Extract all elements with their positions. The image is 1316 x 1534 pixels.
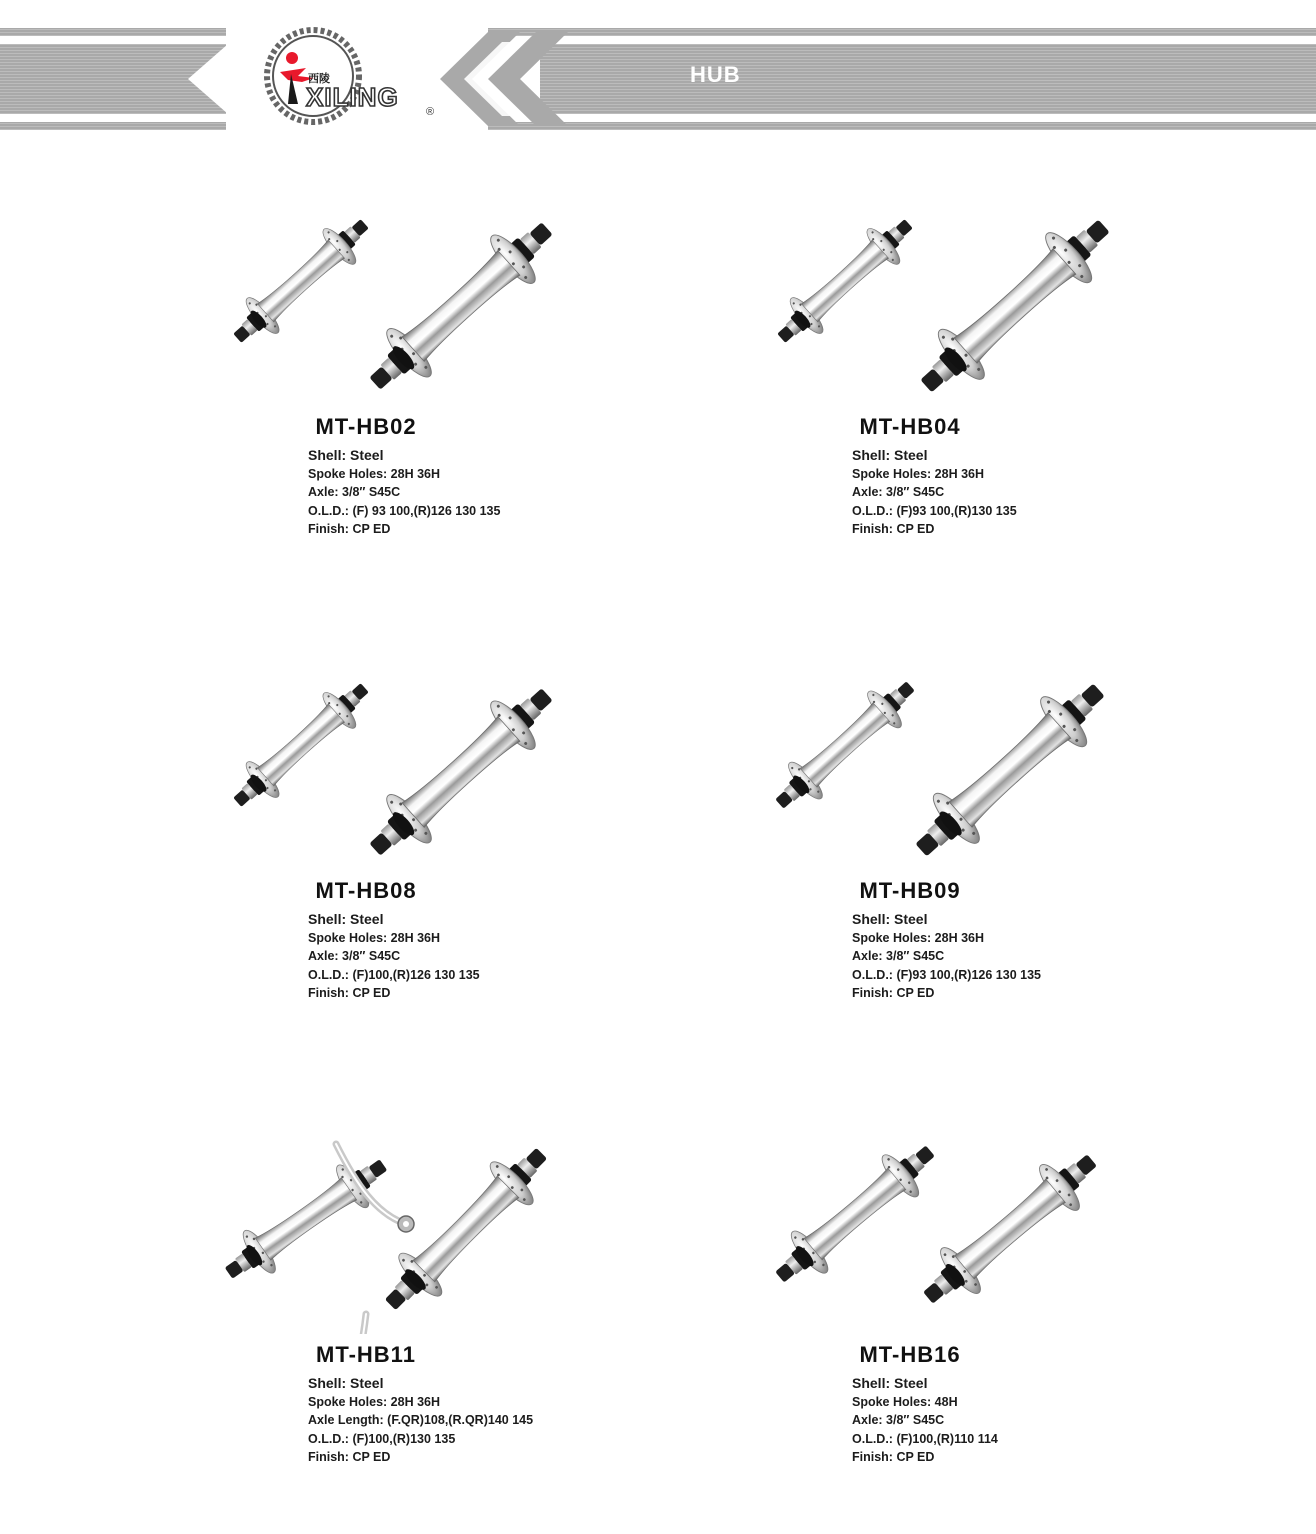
spec-list	[852, 910, 1041, 1003]
spec-axle: Axle: 3/8″ S45C	[852, 485, 945, 500]
banner-band-right	[540, 44, 1316, 114]
banner-stripe-bottom-right	[488, 122, 1316, 130]
product-model: MT-HB09	[859, 878, 961, 903]
hub-pair-quick-release-image	[216, 1124, 676, 1334]
hub-pair-image	[760, 1124, 1220, 1334]
product-model: MT-HB16	[859, 1342, 961, 1367]
spec-spoke-holes: Spoke Holes: 28H 36H	[852, 930, 984, 945]
spec-shell: Shell: Steel	[852, 911, 928, 927]
brand-chinese: 西陵	[308, 72, 330, 85]
page-title: HUB	[690, 62, 741, 87]
spec-shell: Shell: Steel	[852, 447, 928, 463]
double-chevron-icon	[436, 32, 576, 126]
hub-pair-image	[760, 196, 1220, 406]
spec-finish: Finish: CP ED	[308, 522, 391, 537]
product-card-mt-hb11	[216, 1124, 676, 1514]
product-model: MT-HB04	[859, 414, 961, 439]
banner-stripe-bottom-left	[0, 122, 226, 130]
product-card-mt-hb08	[216, 660, 676, 1050]
spec-old: O.L.D.: (F)100,(R)126 130 135	[308, 967, 480, 982]
spec-spoke-holes: Spoke Holes: 28H 36H	[308, 1394, 440, 1409]
brand-name: XILING	[306, 82, 399, 112]
spec-axle: Axle: 3/8″ S45C	[308, 485, 401, 500]
banner-stripe-top-right	[488, 28, 1316, 36]
product-card-mt-hb04	[760, 196, 1220, 586]
spec-list	[308, 910, 480, 1003]
spec-spoke-holes: Spoke Holes: 28H 36H	[308, 930, 440, 945]
product-model: MT-HB11	[316, 1342, 416, 1367]
spec-old: O.L.D.: (F)100,(R)130 135	[308, 1431, 456, 1446]
spec-spoke-holes: Spoke Holes: 48H	[852, 1394, 958, 1409]
spec-finish: Finish: CP ED	[308, 986, 391, 1001]
product-model: MT-HB08	[315, 878, 417, 903]
spec-shell: Shell: Steel	[308, 447, 384, 463]
product-model: MT-HB02	[315, 414, 417, 439]
spec-finish: Finish: CP ED	[308, 1450, 391, 1465]
spec-shell: Shell: Steel	[852, 1375, 928, 1391]
quick-release-lever-icon	[293, 1314, 396, 1334]
spec-list	[308, 1374, 533, 1467]
spec-old: O.L.D.: (F) 93 100,(R)126 130 135	[308, 503, 501, 518]
spec-shell: Shell: Steel	[308, 911, 384, 927]
spec-finish: Finish: CP ED	[852, 522, 935, 537]
spec-axle: Axle: 3/8″ S45C	[308, 949, 401, 964]
spec-list	[308, 446, 500, 539]
catalog-header	[0, 0, 1316, 140]
product-card-mt-hb16	[760, 1124, 1220, 1514]
spec-list	[852, 1374, 998, 1467]
hub-pair-image	[216, 660, 676, 870]
spec-spoke-holes: Spoke Holes: 28H 36H	[852, 466, 984, 481]
spec-list	[852, 446, 1017, 539]
spec-shell: Shell: Steel	[308, 1375, 384, 1391]
spec-old: O.L.D.: (F)93 100,(R)126 130 135	[852, 967, 1041, 982]
spec-finish: Finish: CP ED	[852, 1450, 935, 1465]
spec-spoke-holes: Spoke Holes: 28H 36H	[308, 466, 440, 481]
hub-pair-image	[216, 196, 676, 406]
product-card-mt-hb09	[760, 660, 1220, 1050]
spec-finish: Finish: CP ED	[852, 986, 935, 1001]
registered-mark: ®	[426, 106, 435, 118]
banner-stripe-top-left	[0, 28, 226, 36]
left-chevron-notch-icon	[170, 44, 228, 114]
spec-axle-length: Axle Length: (F.QR)108,(R.QR)140 145	[308, 1413, 534, 1428]
spec-old: O.L.D.: (F)100,(R)110 114	[852, 1431, 998, 1446]
spec-old: O.L.D.: (F)93 100,(R)130 135	[852, 503, 1017, 518]
spec-axle: Axle: 3/8″ S45C	[852, 1413, 945, 1428]
xiling-logo	[258, 24, 440, 134]
product-card-mt-hb02	[216, 196, 676, 586]
hub-pair-image	[760, 660, 1220, 870]
spec-axle: Axle: 3/8″ S45C	[852, 949, 945, 964]
